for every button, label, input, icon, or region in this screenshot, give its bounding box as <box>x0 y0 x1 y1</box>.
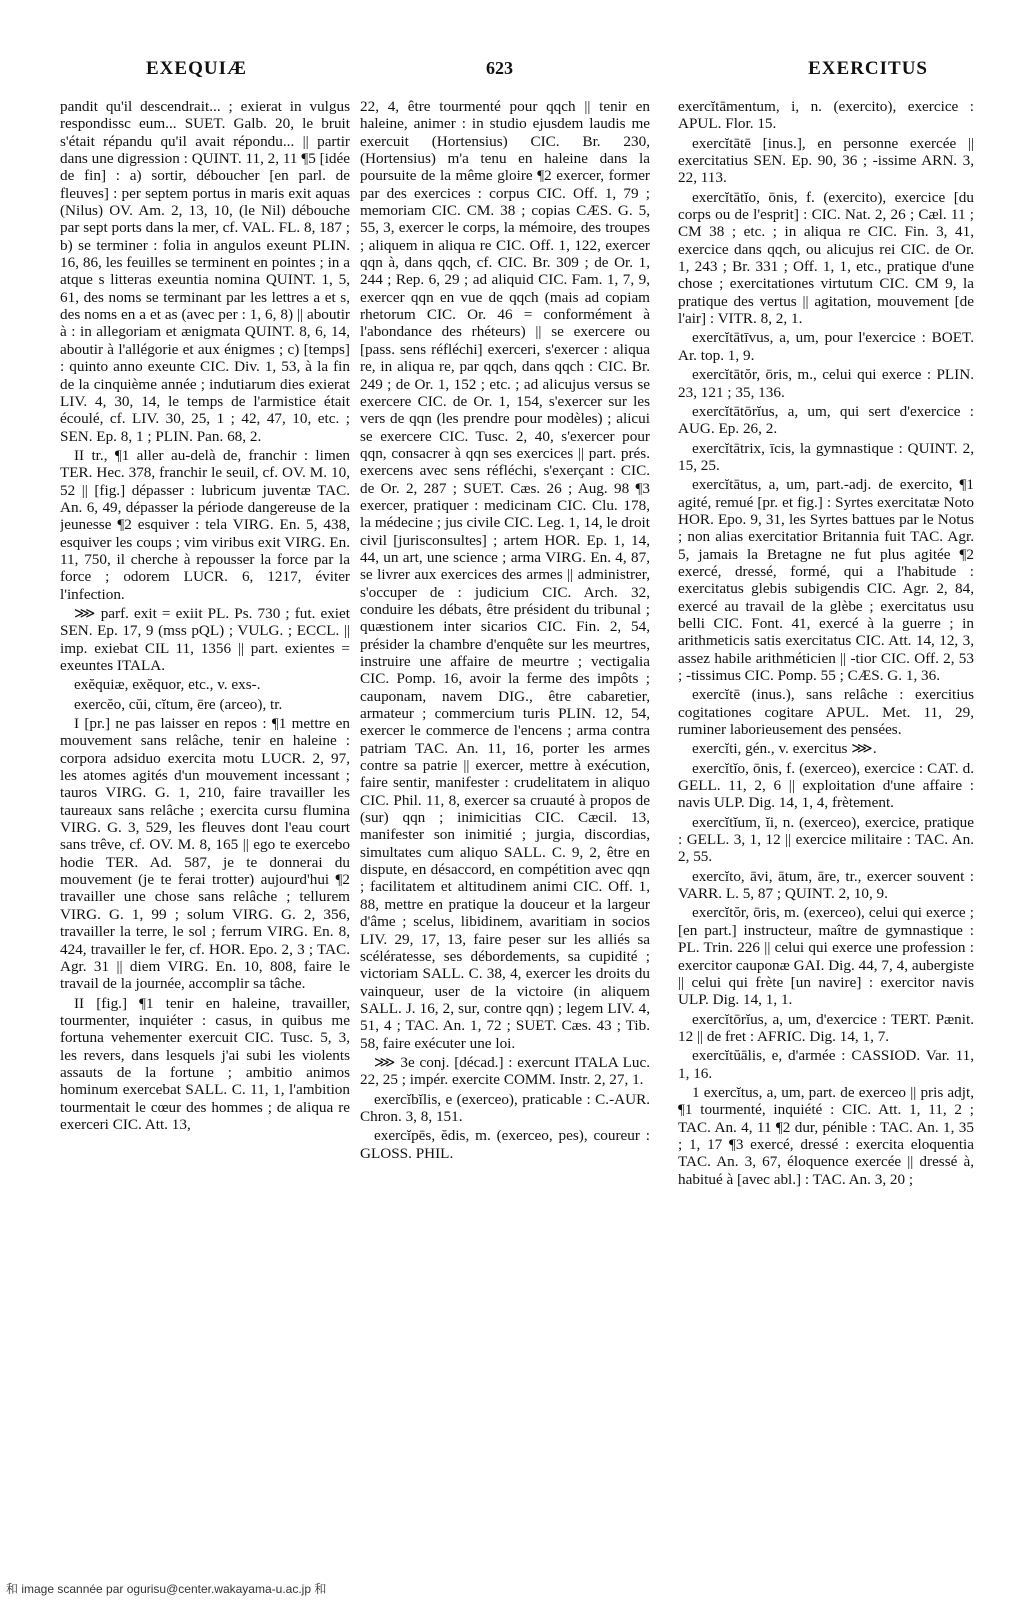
entry-paragraph: exercĭtŏr, ōris, m. (exerceo), celui qui exerce ; [en part.] instructeur, maître de gymnastique : PL. Trin. 226 || celui qui exerce une profession : exercitor cauponæ GAI. Dig. 44, 7, 4, aubergiste || celui qui frète [un navire] : exercitor navis ULP. Dig. 14, 1, 1. <box>678 904 974 1009</box>
entry-paragraph: exercĭtŭālis, e, d'armée : CASSIOD. Var. 11, 1, 16. <box>678 1047 974 1082</box>
entry-paragraph: exercĭtē (inus.), sans relâche : exercitius cogitationes cogitare APUL. Met. 11, 29, ruminer laborieusement des pensées. <box>678 686 974 739</box>
entry-paragraph: exercĭtātē [inus.], en personne exercée || exercitatius SEN. Ep. 90, 36 ; -issime ARN. 3, 22, 113. <box>678 134 974 187</box>
column-3 <box>678 98 974 1560</box>
entry-paragraph: exercĭbĭlis, e (exerceo), praticable : C.-AUR. Chron. 3, 8, 151. <box>360 1090 650 1125</box>
scan-credit-footer: 和 image scannée par ogurisu@center.wakayama-u.ac.jp 和 <box>6 1582 327 1596</box>
entry-paragraph: exercĭtōrĭus, a, um, d'exercice : TERT. Pænit. 12 || de fret : AFRIC. Dig. 14, 1, 7. <box>678 1010 974 1045</box>
entry-paragraph: ⋙ 3e conj. [décad.] : exercunt ITALA Luc. 22, 25 ; impér. exercite COMM. Instr. 2, 27, 1. <box>360 1053 650 1089</box>
entry-paragraph: II tr., ¶1 aller au-delà de, franchir : limen TER. Hec. 378, franchir le seuil, cf. OV. M. 10, 52 || [fig.] dépasser : lubricum juventæ TAC. An. 6, 49, dépasser la période dangereuse de la jeunesse ¶2 esquiver : tela VIRG. En. 5, 438, esquiver les coups ; vim viribus exit VIRG. En. 11, 750, il cherche à repousser la force par la force ; odorem LUCR. 6, 1217, éviter l'infection. <box>60 446 350 603</box>
entry-paragraph: II [fig.] ¶1 tenir en haleine, travailler, tourmenter, inquiéter : casus, in quibus me fortuna vehementer exercuit CIC. Tusc. 5, 3, les revers, dans lesquels j'ai subi les violents assauts de la fortune ; ambitio animos hominum exercebat SALL. C. 11, 1, l'ambition tourmentait le cœur des hommes ; de aliqua re exerceri CIC. Att. 13, <box>60 994 350 1133</box>
entry-paragraph: exercĭtātĭo, ōnis, f. (exercito), exercice [du corps ou de l'esprit] : CIC. Nat. 2, 26 ; Cæl. 11 ; CM 38 ; etc. ; in aliqua re CIC. Fin. 3, 41, exercice dans qqch, ou alicujus rei CIC. de Or. 1, 243 ; Br. 331 ; Off. 1, 1, etc., pratique d'une chose ; exercitationes virtutum CIC. CM 9, la pratique des vertus || agitation, mouvement [de l'air] : VITR. 8, 2, 1. <box>678 188 974 328</box>
entry-paragraph: exercĕo, cŭi, cĭtum, ēre (arceo), tr. <box>74 695 283 713</box>
entry-paragraph: exercĭtātrix, īcis, la gymnastique : QUINT. 2, 15, 25. <box>678 439 974 474</box>
entry-paragraph: exercĭpēs, ĕdis, m. (exerceo, pes), coureur : GLOSS. PHIL. <box>360 1127 650 1162</box>
entry-paragraph: I [pr.] ne pas laisser en repos : ¶1 mettre en mouvement sans relâche, tenir en haleine : corpora adsiduo exercita motu LUCR. 2, 97, les atomes agités d'un mouvement incessant ; tauros VIRG. G. 1, 210, faire travailler les taureaux sans relâche ; exercita cursu flumina VIRG. G. 3, 529, les fleuves dont l'eau court sans trêve, cf. OV. M. 8, 165 || ego te exercebo hodie TER. Ad. 587, je te donnerai du mouvement (je te ferai trotter) aujourd'hui ¶2 travailler une chose sans relâche ; tellurem VIRG. G. 1, 99 ; solum VIRG. G. 2, 356, travailler la terre, le sol ; ferrum VIRG. En. 8, 424, travailler le fer, cf. HOR. Epo. 2, 3 ; TAC. Agr. 31 || diem VIRG. En. 10, 808, faire le travail de la journée, accomplir sa tâche. <box>60 715 350 993</box>
entry-paragraph: 1 exercĭtus, a, um, part. de exerceo || pris adjt, ¶1 tourmenté, inquiété : CIC. Att. 1, 11, 2 ; TAC. An. 4, 11 ¶2 dur, pénible : TAC. An. 1, 35 ; 1, 17 ¶3 exercé, dressé : exercita eloquentia TAC. An. 3, 67, éloquence exercée || dressé à, habitué à [avec abl.] : TAC. An. 3, 20 ; <box>678 1083 974 1188</box>
entry-paragraph: exĕquiæ, exĕquor, etc., v. exs-. <box>74 676 261 694</box>
entry-paragraph: ⋙ parf. exit = exiit PL. Ps. 730 ; fut. exiet SEN. Ep. 17, 9 (mss pQL) ; VULG. ; ECCL. || imp. exiebat CIL 11, 1356 || part. exientes = exeuntes ITALA. <box>60 604 350 674</box>
running-header <box>0 58 1024 88</box>
entry-paragraph: exercĭtĭum, ĭi, n. (exerceo), exercice, pratique : GELL. 3, 1, 12 || exercice militaire : TAC. An. 2, 55. <box>678 813 974 866</box>
entry-paragraph: exercĭtātīvus, a, um, pour l'exercice : BOET. Ar. top. 1, 9. <box>678 329 974 364</box>
dictionary-columns <box>54 98 1000 1560</box>
entry-paragraph: exercĭti, gén., v. exercitus ⋙. <box>692 740 877 758</box>
page-number: 623 <box>486 58 513 78</box>
column-1 <box>60 98 350 1560</box>
header-left-word: EXEQUIÆ <box>146 58 247 79</box>
entry-paragraph: exercĭtāmentum, i, n. (exercito), exercice : APUL. Flor. 15. <box>678 98 974 133</box>
entry-paragraph: exercĭtĭo, ōnis, f. (exerceo), exercice : CAT. d. GELL. 11, 2, 6 || exploitation d'une affaire : navis ULP. Dig. 14, 1, 4, frètement. <box>678 759 974 812</box>
column-2 <box>360 98 650 1560</box>
header-right-word: EXERCITUS <box>808 58 928 79</box>
entry-paragraph: exercĭtātŏr, ōris, m., celui qui exerce : PLIN. 23, 121 ; 35, 136. <box>678 366 974 401</box>
entry-paragraph: pandit qu'il descendrait... ; exierat in vulgus respondissc eum... SUET. Galb. 20, le bruit s'était répandu qu'il avait répondu... || partir dans une digression : QUINT. 11, 2, 11 ¶5 [idée de fin] : a) sortir, déboucher [en parl. de fleuves] : per septem portus in maris exit aquas (Nilus) OV. Am. 2, 13, 10, (le Nil) débouche par sept ports dans la mer, cf. VAL. FL. 8, 187 ; b) se terminer : folia in angulos exeunt PLIN. 16, 86, les feuilles se terminent en pointes ; in a atque s litteras exeuntia nomina QUINT. 1, 5, 61, des noms se terminant par les lettres a et s, des noms en a et as (avec per : 1, 6, 8) || aboutir à : in allegoriam et ænigmata QUINT. 8, 6, 14, aboutir à l'allégorie et aux énigmes ; c) [temps] : quinto anno exeunte CIC. Div. 1, 53, à la fin de la cinquième année ; indutiarum dies exierat LIV. 4, 30, 14, le temps de l'armistice était écoulé, cf. LIV. 30, 25, 1 ; 42, 47, 10, etc. ; SEN. Ep. 8, 1 ; PLIN. Pan. 68, 2. <box>60 98 350 445</box>
entry-paragraph: 22, 4, être tourmenté pour qqch || tenir en haleine, animer : in studio ejusdem laudis me exercuit (Hortensius) CIC. Br. 230, (Hortensius) m'a tenu en haleine dans la poursuite de la même gloire ¶2 exercer, former par des exercices : corpus CIC. Off. 1, 79 ; memoriam CIC. CM. 38 ; copias CÆS. G. 5, 55, 3, exercer le corps, la mémoire, des troupes ; aliquem in aliqua re CIC. Off. 1, 122, exercer qqn à, dans qqch, cf. CIC. Br. 309 ; de Or. 1, 244 ; Rep. 6, 29 ; ad aliquid CIC. Fam. 1, 7, 9, exercer qqn en vue de qqch (mais ad copiam rhetorum CIC. Or. 46 = conformément à l'abondance des rhéteurs) || se exercere ou [pass. sens réfléchi] exerceri, s'exercer : aliqua re, in aliqua re, par qqch, dans qqch : CIC. Br. 249 ; de Or. 1, 152 ; etc. ; ad alicujus versus se exercere CIC. de Or. 1, 154, s'exercer sur les vers de qqn (les prendre pour modèles) ; alicui se exercere CIC. Tusc. 2, 40, s'exercer pour qqn, consacrer à qqn ses exercices || part. prés. exercens avec sens réfléchi, s'exerçant : CIC. de Or. 2, 287 ; SUET. Cæs. 26 ; Aug. 98 ¶3 exercer, pratiquer : medicinam CIC. Clu. 178, la médecine ; jus civile CIC. Leg. 1, 14, le droit civil [jurisconsultes] ; artem HOR. Ep. 1, 14, 44, un art, une science ; arma VIRG. En. 4, 87, se livrer aux exercices des armes || administrer, s'occuper de : judicium CIC. Arch. 32, conduire les débats, être président du tribunal ; quæstionem inter sicarios CIC. Fin. 2, 54, présider la chambre d'enquête sur les meurtres, instruire une affaire de meurtre ; vectigalia CIC. Pomp. 16, avoir la ferme des impôts ; cauponam, navem DIG., être cabaretier, armateur ; commercium turis PLIN. 12, 54, exercer le commerce de l'encens ; arma contra patriam TAC. An. 11, 16, porter les armes contre sa patrie || exercer, mettre à exécution, faire sentir, manifester : crudelitatem in aliquo CIC. Phil. 11, 8, exercer sa cruauté à propos de (sur) qqn ; inimicitias CIC. Cæcil. 13, manifester son inimitié ; jurgia, discordias, simultates cum aliquo SALL. C. 9, 2, être en dispute, en désaccord, en compétition avec qqn ; facilitatem et altitudinem animi CIC. Off. 1, 88, mettre en pratique la douceur et la largeur d'âme ; scelus, libidinem, avaritiam in socios LIV. 29, 17, 13, faire peser sur les alliés sa scélératesse, ses débordements, sa cupidité ; victoriam SALL. C. 38, 4, exercer les droits du vainqueur, user de la victoire (in aliquem SALL. J. 16, 2, sur, contre qqn) ; legem LIV. 4, 51, 4 ; TAC. An. 1, 72 ; SUET. Cæs. 43 ; Tib. 58, faire exécuter une loi. <box>360 98 650 1052</box>
entry-paragraph: exercĭtātus, a, um, part.-adj. de exercito, ¶1 agité, remué [pr. et fig.] : Syrtes exercitatæ Noto HOR. Epo. 9, 31, les Syrtes battues par le Notus ; non alias exercitatior Britannia fuit TAC. Agr. 5, jamais la Bretagne ne fut plus agitée ¶2 exercé, dressé, formé, qui a l'habitude : exercitatus glebis subigendis CIC. Agr. 2, 84, exercé au travail de la glèbe ; exercitatus usu belli CIC. Font. 41, exercé à la guerre ; in arithmeticis satis exercitatus CIC. Att. 14, 12, 3, assez habile arithméticien || -tior CIC. Off. 2, 53 ; -tissimus CIC. Pomp. 55 ; CÆS. G. 1, 36. <box>678 476 974 684</box>
entry-paragraph: exercĭto, āvi, ātum, āre, tr., exercer souvent : VARR. L. 5, 87 ; QUINT. 2, 10, 9. <box>678 867 974 903</box>
entry-paragraph: exercĭtātōrĭus, a, um, qui sert d'exercice : AUG. Ep. 26, 2. <box>678 402 974 438</box>
